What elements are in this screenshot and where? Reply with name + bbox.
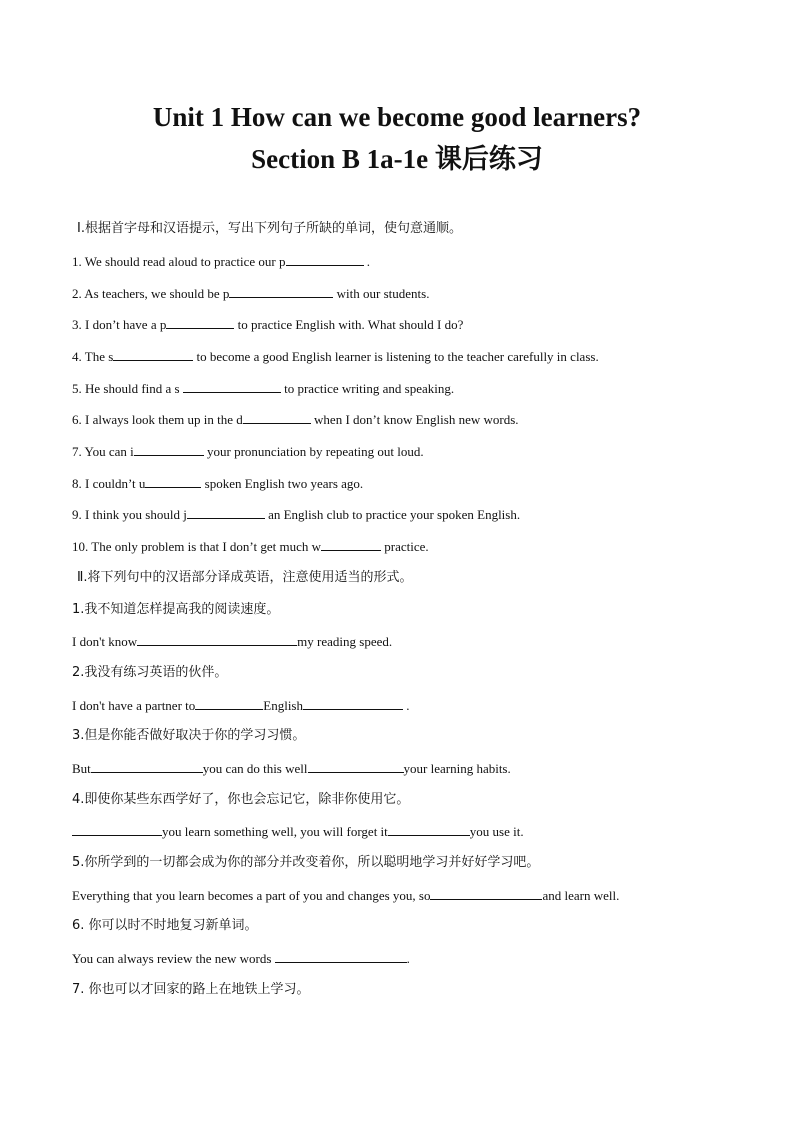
answer-blank[interactable]: [166, 316, 234, 329]
page-title: Unit 1 How can we become good learners?: [152, 102, 642, 132]
exercise-5-item: 5. He should find a s to practice writing and speaking.: [72, 381, 455, 396]
answer-blank[interactable]: [145, 475, 201, 488]
answer-blank[interactable]: [388, 823, 470, 836]
translation-6-prompt: 6. 你可以时不时地复习新单词。: [72, 918, 258, 933]
answer-blank[interactable]: [229, 285, 333, 298]
translation-1-prompt: 1.我不知道怎样提高我的阅读速度。: [72, 602, 280, 617]
answer-blank[interactable]: [275, 950, 407, 963]
translation-4-answer: you learn something well, you will forget it you use it.: [72, 823, 732, 840]
answer-blank[interactable]: [137, 633, 297, 646]
answer-blank[interactable]: [308, 760, 404, 773]
answer-blank[interactable]: [321, 538, 381, 551]
translation-2-prompt: 2.我没有练习英语的伙伴。: [72, 665, 228, 680]
answer-blank[interactable]: [195, 697, 263, 710]
exercise-4-item: 4. The s to become a good English learner is listening to the teacher carefully in class.: [72, 349, 599, 364]
answer-blank[interactable]: [72, 823, 162, 836]
translation-6-answer: You can always review the new words .: [72, 951, 410, 966]
answer-blank[interactable]: [183, 380, 281, 393]
answer-blank[interactable]: [187, 506, 265, 519]
translation-4-prompt: 4.即使你某些东西学好了，你也会忘记它，除非你使用它。: [72, 792, 410, 807]
section-2-heading: Ⅱ.将下列句中的汉语部分译成英语，注意使用适当的形式。: [77, 570, 413, 585]
answer-blank[interactable]: [286, 253, 364, 266]
translation-3-answer: But you can do this well your learning habits.: [72, 761, 511, 776]
answer-blank[interactable]: [243, 411, 311, 424]
exercise-8-item: 8. I couldn’t u spoken English two years ago.: [72, 476, 364, 491]
translation-1-answer: I don't know my reading speed.: [72, 634, 393, 649]
page-subtitle: Section B 1a-1e 课后练习: [251, 144, 543, 174]
translation-3-prompt: 3.但是你能否做好取决于你的学习习惯。: [72, 728, 306, 743]
answer-blank[interactable]: [113, 348, 193, 361]
answer-blank[interactable]: [430, 887, 542, 900]
exercise-6-item: 6. I always look them up in the d when I don’t know English new words.: [72, 412, 519, 427]
answer-blank[interactable]: [303, 697, 403, 710]
translation-5-answer: Everything that you learn becomes a part of you and changes you, so and learn well.: [72, 888, 620, 903]
translation-7-prompt: 7. 你也可以才回家的路上在地铁上学习。: [72, 982, 310, 997]
translation-5-prompt: 5.你所学到的一切都会成为你的部分并改变着你，所以聪明地学习并好好学习吧。: [72, 855, 540, 870]
translation-2-answer: I don't have a partner to English .: [72, 698, 410, 713]
answer-blank[interactable]: [91, 760, 203, 773]
answer-blank[interactable]: [134, 443, 204, 456]
exercise-2-item: 2. As teachers, we should be p with our students.: [72, 286, 430, 301]
exercise-7-item: 7. You can i your pronunciation by repeating out loud.: [72, 444, 424, 459]
section-1-heading: Ⅰ.根据首字母和汉语提示，写出下列句子所缺的单词，使句意通顺。: [77, 221, 462, 236]
exercise-10-item: 10. The only problem is that I don’t get much w practice.: [72, 539, 429, 554]
exercise-9-item: 9. I think you should j an English club to practice your spoken English.: [72, 507, 521, 522]
exercise-3-item: 3. I don’t have a p to practice English with. What should I do?: [72, 317, 464, 332]
exercise-1-item: 1. We should read aloud to practice our p .: [72, 254, 371, 269]
